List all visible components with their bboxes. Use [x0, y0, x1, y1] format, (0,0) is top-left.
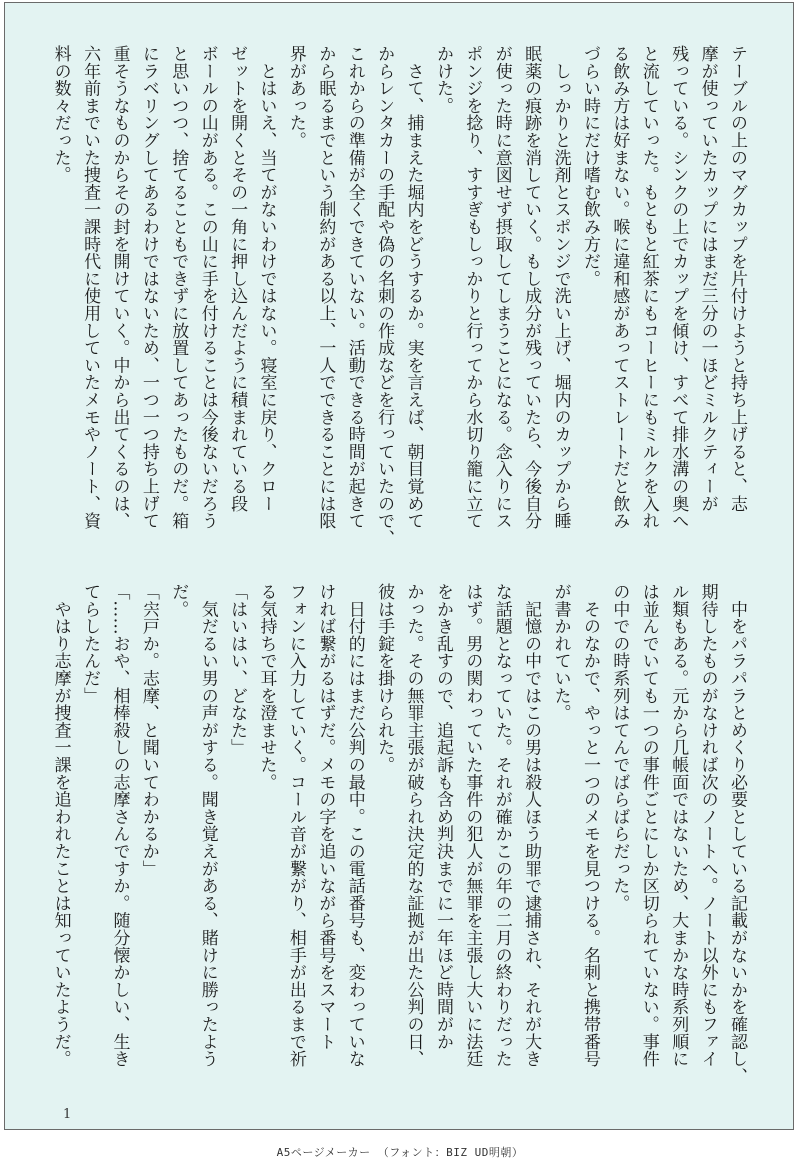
- text-line: が使った時に意図せず摂取してしまうことになる。念入りにス: [491, 45, 512, 530]
- text-line: にラベリングしてあるわけではないため、一つ一つ持ち上げて: [138, 45, 159, 530]
- text-line: は並んでいても一つの事件ごとにしか区切られていない。事件: [638, 583, 659, 1068]
- text-line: 料の数々だった。: [50, 45, 71, 184]
- text-line: 重そうなものからその封を開けていく。中から出てくるのは、: [109, 45, 130, 530]
- text-line: 「宍戸か。志摩、と聞いてわかるか」: [138, 583, 159, 878]
- text-line: ル類もある。元から几帳面ではないため、大まかな時系列順に: [668, 583, 689, 1068]
- footer-caption: A5ページメーカー （フォント：BIZ UD明朝）: [276, 1146, 524, 1159]
- text-line: さて、捕まえた堀内をどうするか。実を言えば、朝目覚めて: [403, 45, 424, 530]
- text-line: が書かれていた。: [550, 583, 571, 722]
- text-line: 「はいはい、どなた」: [227, 583, 248, 756]
- text-line: てらしたんだ」: [80, 583, 101, 705]
- text-line: はず。男の関わっていた事件の犯人が無罪を主張し大いに法廷: [462, 583, 483, 1068]
- text-line: 日付的にはまだ公判の最中。この電話番号も、変わっていな: [344, 583, 365, 1068]
- text-line: から眠るまでという制約がある以上、一人でできることには限: [315, 45, 336, 530]
- text-line: 「……おや、相棒殺しの志摩さんですか。随分懐かしい、生き: [109, 583, 130, 1068]
- text-line: テーブルの上のマグカップを片付けようと持ち上げると、志: [727, 45, 747, 513]
- text-line: づらい時にだけ嗜む飲み方だ。: [579, 45, 600, 288]
- text-line: からレンタカーの手配や偽の名刺の作成などを行っていたので、: [374, 45, 395, 547]
- page-number: 1: [63, 1107, 72, 1122]
- text-line: ゼットを開くとその一角に押し込んだように積まれている段: [227, 45, 248, 513]
- text-line: 彼は手錠を掛けられた。: [374, 583, 395, 774]
- text-line: しっかりと洗剤とスポンジで洗い上げ、堀内のカップから睡: [550, 45, 571, 530]
- text-line: 期待したものがなければ次のノートへ。ノート以外にもファイ: [697, 583, 718, 1068]
- text-line: と流していった。もともと紅茶にもコーヒーにもミルクを入れ: [638, 45, 659, 530]
- text-line: 気だるい男の声がする。聞き覚えがある、賭けに勝ったよう: [197, 583, 218, 1068]
- text-line: る飲み方は好まない。喉に違和感があってストレートだと飲み: [609, 45, 630, 530]
- text-line: をかき乱すので、追起訴も含め判決までに一年ほど時間がか: [432, 583, 453, 1051]
- text-line: る気持ちで耳を澄ませた。: [256, 583, 277, 791]
- text-line: 中をパラパラとめくり必要としている記載がないかを確認し、: [727, 583, 747, 1085]
- text-line: かった。その無罪主張が破られ決定的な証拠が出た公判の日、: [403, 583, 424, 1068]
- text-line: そのなかで、やっと一つのメモを見つける。名刺と携帯番号: [579, 583, 600, 1068]
- text-line: な話題となっていた。それが確かこの年の二月の終わりだった: [491, 583, 512, 1068]
- text-line: ボールの山がある。この山に手を付けることは今後ないだろう: [197, 45, 218, 530]
- manuscript-page: [4, 2, 794, 1130]
- text-line: ポンジを捻り、すすぎもしっかりと行ってから水切り籠に立て: [462, 45, 483, 530]
- text-line: 界があった。: [285, 45, 306, 149]
- text-line: ければ繋がるはずだ。メモの字を追いながら番号をスマート: [315, 583, 336, 1051]
- text-line: 残っている。シンクの上でカップを傾け、すべて排水溝の奥へ: [668, 45, 689, 530]
- text-line: 六年前までいた捜査一課時代に使用していたメモやノート、資: [80, 45, 101, 530]
- text-line: だ。: [168, 583, 189, 618]
- text-line: と思いつつ、捨てることもできずに放置してあったものだ。箱: [168, 45, 189, 530]
- text-line: 記憶の中ではこの男は殺人ほう助罪で逮捕され、それが大き: [521, 583, 542, 1068]
- text-line: これからの準備が全くできていない。活動できる時間が起きて: [344, 45, 365, 530]
- top-text-block: [45, 45, 751, 545]
- text-line: 眠薬の痕跡を消していく。もし成分が残っていたら、今後自分: [521, 45, 542, 530]
- text-line: やはり志摩が捜査一課を追われたことは知っていたようだ。: [50, 583, 71, 1068]
- bottom-text-block: [45, 583, 751, 1083]
- text-line: とはいえ、当てがないわけではない。寝室に戻り、クロー: [256, 45, 277, 513]
- text-line: の中での時系列はてんでばらばらだった。: [609, 583, 630, 912]
- text-line: 摩が使っていたカップにはまだ三分の一ほどミルクティーが: [697, 45, 718, 513]
- text-line: フォンに入力していく。コール音が繋がり、相手が出るまで祈: [285, 583, 306, 1068]
- text-line: かけた。: [432, 45, 453, 115]
